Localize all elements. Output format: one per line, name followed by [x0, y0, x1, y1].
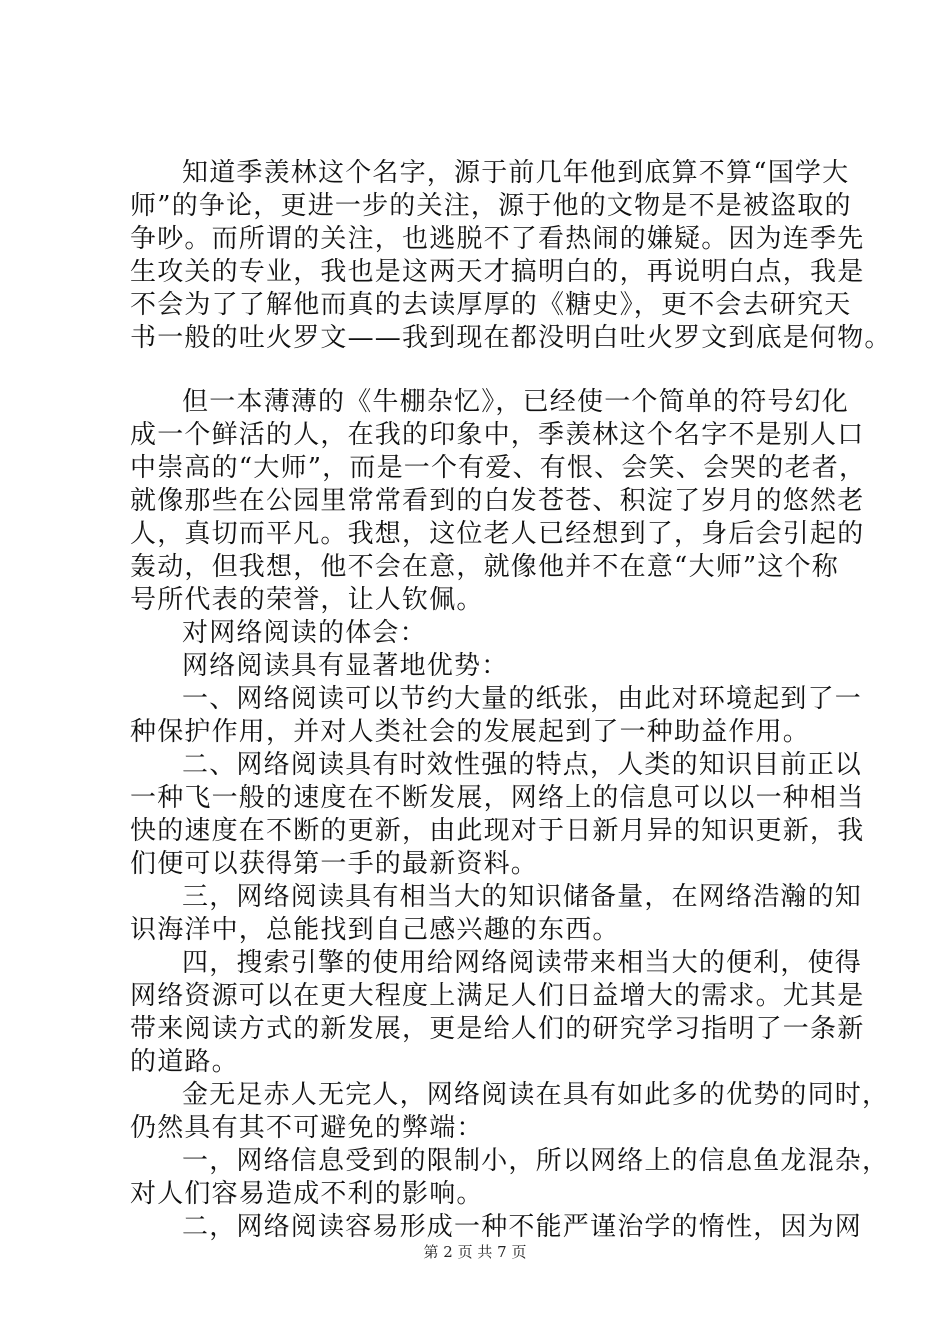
document-body: [130, 157, 892, 1244]
advantage-item-4: [130, 947, 865, 1079]
text-line: 金无足赤人无完人，网络阅读在具有如此多的优势的同时，: [182, 1080, 890, 1110]
text-line: 轰动，但我想，他不会在意，就像他并不在意“大师”这个称: [130, 552, 839, 582]
text-line: 书一般的吐火罗文——我到现在都没明白吐火罗文到底是何物。: [130, 323, 892, 353]
text-line: 一、网络阅读可以节约大量的纸张，由此对环境起到了一: [182, 684, 863, 714]
text-line: 带来阅读方式的新发展，更是给人们的研究学习指明了一条新: [130, 1014, 865, 1044]
page-number-footer: 第 2 页 共 7 页: [423, 1243, 527, 1261]
disadvantage-item-1: [130, 1145, 890, 1211]
section-heading-reading-experience: [130, 617, 830, 650]
text-line: 快的速度在不断的更新，由此现对于日新月异的知识更新，我: [130, 816, 865, 846]
text-line: 人，真切而平凡。我想，这位老人已经想到了，身后会引起的: [130, 519, 865, 549]
disadvantage-item-2: [130, 1211, 863, 1244]
text-line: 一，网络信息受到的限制小，所以网络上的信息鱼龙混杂，: [182, 1146, 890, 1176]
text-line: 号所代表的荣誉，让人钦佩。: [130, 585, 484, 615]
text-line: 的道路。: [130, 1047, 239, 1077]
text-line: 仍然具有其不可避免的弊端：: [130, 1113, 484, 1143]
advantages-heading: [130, 650, 830, 683]
disadvantages-intro: [130, 1079, 890, 1145]
advantage-item-1: [130, 683, 863, 749]
text-line: 网络资源可以在更大程度上满足人们日益增大的需求。尤其是: [130, 981, 865, 1011]
paragraph-2: [130, 386, 867, 617]
text-line: 网络阅读具有显著地优势：: [182, 651, 509, 681]
text-line: 成一个鲜活的人，在我的印象中，季羡林这个名字不是别人口: [130, 420, 865, 450]
text-line: 对网络阅读的体会：: [182, 618, 427, 648]
paragraph-1: [130, 157, 892, 355]
text-line: 争吵。而所谓的关注，也逃脱不了看热闹的嫌疑。因为连季先: [130, 224, 865, 254]
paragraph-spacer: [130, 355, 830, 386]
text-line: 二、网络阅读具有时效性强的特点，人类的知识目前正以: [182, 750, 863, 780]
text-line: 种保护作用，并对人类社会的发展起到了一种助益作用。: [130, 717, 811, 747]
text-line: 师”的争论，更进一步的关注，源于他的文物是不是被盗取的: [130, 191, 852, 221]
text-line: 生攻关的专业，我也是这两天才搞明白的，再说明白点，我是: [130, 257, 865, 287]
advantage-item-2: [130, 749, 865, 881]
text-line: 二，网络阅读容易形成一种不能严谨治学的惰性，因为网: [182, 1212, 863, 1242]
text-line: 对人们容易造成不利的影响。: [130, 1179, 484, 1209]
text-line: 不会为了了解他而真的去读厚厚的《糖史》，更不会去研究天: [130, 290, 852, 320]
text-line: 知道季羡林这个名字，源于前几年他到底算不算“国学大: [182, 158, 850, 188]
text-line: 但一本薄薄的《牛棚杂忆》，已经使一个简单的符号幻化: [182, 387, 850, 417]
text-line: 三，网络阅读具有相当大的知识储备量，在网络浩瀚的知: [182, 882, 863, 912]
advantage-item-3: [130, 881, 863, 947]
text-line: 一种飞一般的速度在不断发展，网络上的信息可以以一种相当: [130, 783, 865, 813]
text-line: 就像那些在公园里常常看到的白发苍苍、积淀了岁月的悠然老: [130, 486, 865, 516]
text-line: 中崇高的“大师”，而是一个有爱、有恨、会笑、会哭的老者，: [130, 453, 867, 483]
text-line: 识海洋中，总能找到自己感兴趣的东西。: [130, 915, 620, 945]
text-line: 四，搜索引擎的使用给网络阅读带来相当大的便利，使得: [182, 948, 863, 978]
text-line: 们便可以获得第一手的最新资料。: [130, 849, 539, 879]
